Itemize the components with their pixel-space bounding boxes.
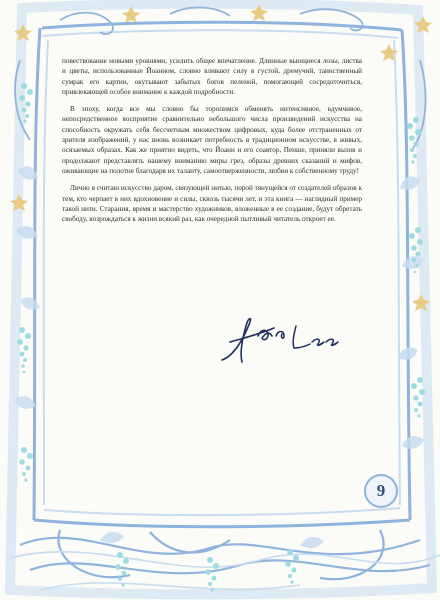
page-number: 9: [376, 481, 386, 500]
paragraph-2: В эпоху, когда все мы словно бы торопимся обменять интенсивное, вдумчивое, непосредственное восприятие сравнительно небольшого числа произведений искусства на способность окружать себя бессчетным множеством цифровых, куда более отстраненных от зрителя изображений, у нас вновь возникает потребность в традиционном искусстве, в живых, осязаемых образах. Как же приятно видеть, что Йоанн и его соавтор, Пенше, приняли вызов и продолжают представлять нашему вниманию миры грез, образы древних сказаний и мифов, оживающие на полотне благодаря их таланту, самоотверженности, любви к собственному труду!: [62, 105, 362, 175]
paragraph-3: Лично я считаю искусство даром, связующей нитью, порой тянущейся от создателей образов к тем, кто черпает в них вдохновение и силы, сквозь тысячи лет, и эта книга — наглядный пример такой нити. Старания, время и мастерство художников, вложенные в ее создание, будут обретать свободу, возрождаться к жизни всякий раз, как очередной пытливый читатель откроет ее.: [62, 184, 362, 224]
bottom-swirls: [20, 530, 430, 579]
signature: [214, 308, 364, 370]
paragraph-1: повествование новыми уровнями, усилить общее впечатление. Длинные вьющиеся лозы, листва и цветы, использованные Йоанном, словно вливают силу в густой, дремучий, таинственный сумрак его картин, окутывают забытых богов пеленой, помогающей сосредоточиться, привлекающей особое внимание к каждой подробности.: [62, 57, 362, 96]
body-text: [62, 56, 362, 231]
